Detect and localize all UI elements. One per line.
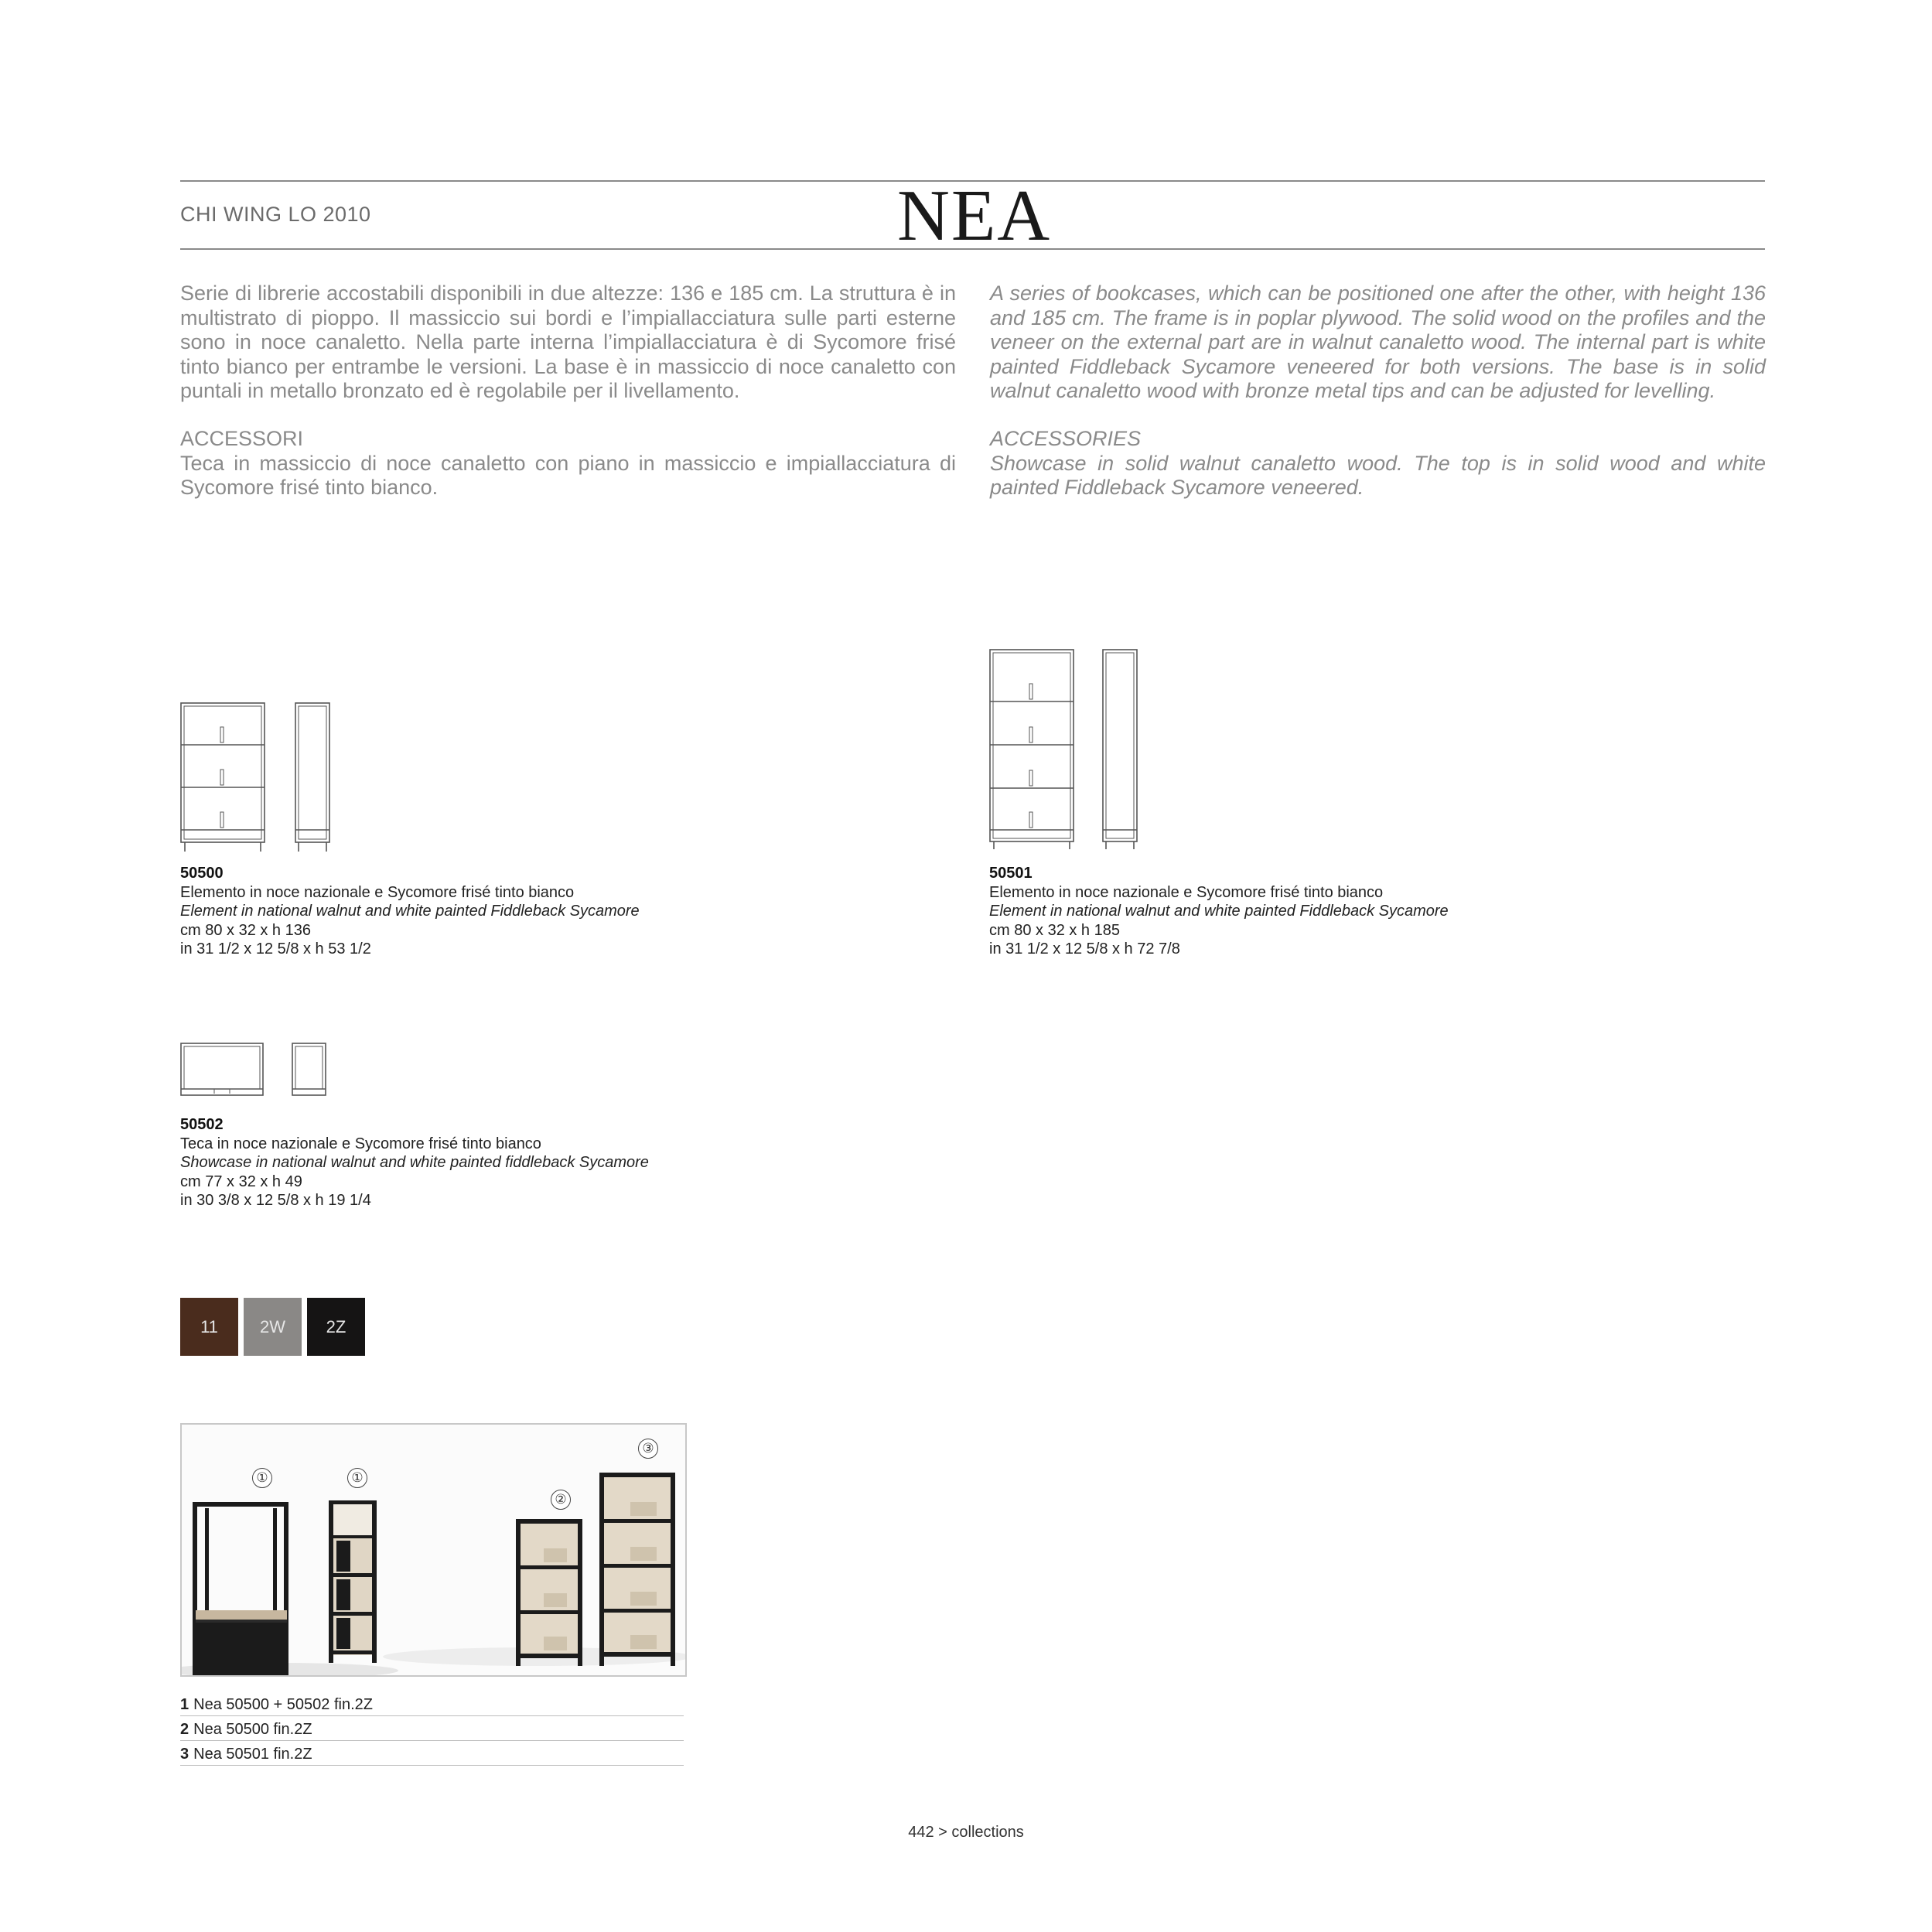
caption-row	[180, 1691, 684, 1716]
designer-credit: CHI WING LO 2010	[180, 203, 371, 226]
header-bottom-rule	[180, 248, 1765, 250]
product-code: 50500	[180, 865, 224, 882]
product-dim-in: in 31 1/2 x 12 5/8 x h 53 1/2	[180, 940, 371, 957]
product-photo	[180, 1423, 687, 1677]
product-desc-it: Teca in noce nazionale e Sycomore frisé tinto bianco	[180, 1135, 541, 1152]
page-title: NEA	[897, 176, 1052, 256]
product-50500	[180, 864, 640, 959]
product-desc-en: Element in national walnut and white painted Fiddleback Sycamore	[989, 903, 1449, 920]
product-desc-en: Showcase in national walnut and white painted fiddleback Sycamore	[180, 1154, 649, 1171]
product-dim-cm: cm 77 x 32 x h 49	[180, 1173, 302, 1190]
product-desc-it: Elemento in noce nazionale e Sycomore frisé tinto bianco	[989, 883, 1384, 901]
accessories-text-english: Showcase in solid walnut canaletto wood. The top is in solid wood and white painted Fiddleback Sycamore veneered.	[990, 451, 1766, 500]
caption-number: 2	[180, 1721, 189, 1738]
product-dim-in: in 31 1/2 x 12 5/8 x h 72 7/8	[989, 940, 1180, 957]
photo-marker-3: ③	[638, 1439, 658, 1459]
finish-label: 11	[200, 1316, 218, 1336]
finish-swatch-grey[interactable]	[244, 1298, 302, 1356]
accessories-title-italian: ACCESSORI	[180, 426, 304, 450]
description-italian-text: Serie di librerie accostabili disponibili in due altezze: 136 e 185 cm. La struttura è in multistrato di pioppo. Il massiccio sui bordi e l’impiallacciatura sulle parti esterne sono in noce canaletto. Nella parte interna l’impiallacciatura è di Sycomore frisé tinto bianco per entrambe le versioni. La base è in massiccio di noce canaletto con puntali in metallo bronzato ed è regolabile per il livellamento.	[180, 282, 956, 403]
product-code: 50501	[989, 865, 1033, 882]
caption-number: 3	[180, 1746, 189, 1763]
caption-row	[180, 1741, 684, 1766]
description-italian	[180, 282, 956, 500]
photo-marker-1b: ①	[347, 1468, 367, 1488]
product-dim-cm: cm 80 x 32 x h 185	[989, 921, 1120, 939]
product-code: 50502	[180, 1116, 224, 1133]
drawing-50502	[180, 1043, 335, 1098]
caption-text: Nea 50500 fin.2Z	[193, 1721, 312, 1738]
finish-label: 2Z	[326, 1316, 346, 1336]
drawing-50501	[989, 649, 1144, 850]
accessories-title-english: ACCESSORIES	[990, 426, 1142, 450]
finish-swatch-walnut[interactable]	[180, 1298, 238, 1356]
product-dim-cm: cm 80 x 32 x h 136	[180, 921, 311, 939]
product-dim-in: in 30 3/8 x 12 5/8 x h 19 1/4	[180, 1192, 371, 1209]
finish-label: 2W	[260, 1316, 285, 1336]
photo-captions	[180, 1691, 684, 1766]
product-50501	[989, 864, 1449, 959]
product-desc-it: Elemento in noce nazionale e Sycomore frisé tinto bianco	[180, 883, 575, 901]
page-footer: 442 > collections	[908, 1824, 1024, 1841]
product-desc-en: Element in national walnut and white painted Fiddleback Sycamore	[180, 903, 640, 920]
photo-marker-2: ②	[551, 1490, 571, 1510]
description-english	[990, 282, 1766, 500]
accessories-text-italian: Teca in massiccio di noce canaletto con piano in massiccio e impiallacciatura di Sycomore frisé tinto bianco.	[180, 451, 956, 500]
finish-swatch-black[interactable]	[307, 1298, 365, 1356]
caption-text: Nea 50501 fin.2Z	[193, 1746, 312, 1763]
photo-marker-1: ①	[252, 1468, 272, 1488]
caption-row	[180, 1716, 684, 1741]
caption-text: Nea 50500 + 50502 fin.2Z	[193, 1696, 373, 1713]
caption-number: 1	[180, 1696, 189, 1713]
drawing-50500	[180, 702, 335, 853]
description-english-text: A series of bookcases, which can be positioned one after the other, with height 136 and 185 cm. The frame is in poplar plywood. The solid wood on the profiles and the veneer on the external part are in walnut canaletto wood. The internal part is white painted Fiddleback Sycamore veneered for both versions. The base is in solid walnut canaletto wood with bronze metal tips and can be adjusted for levelling.	[990, 282, 1766, 403]
product-50502	[180, 1115, 649, 1210]
